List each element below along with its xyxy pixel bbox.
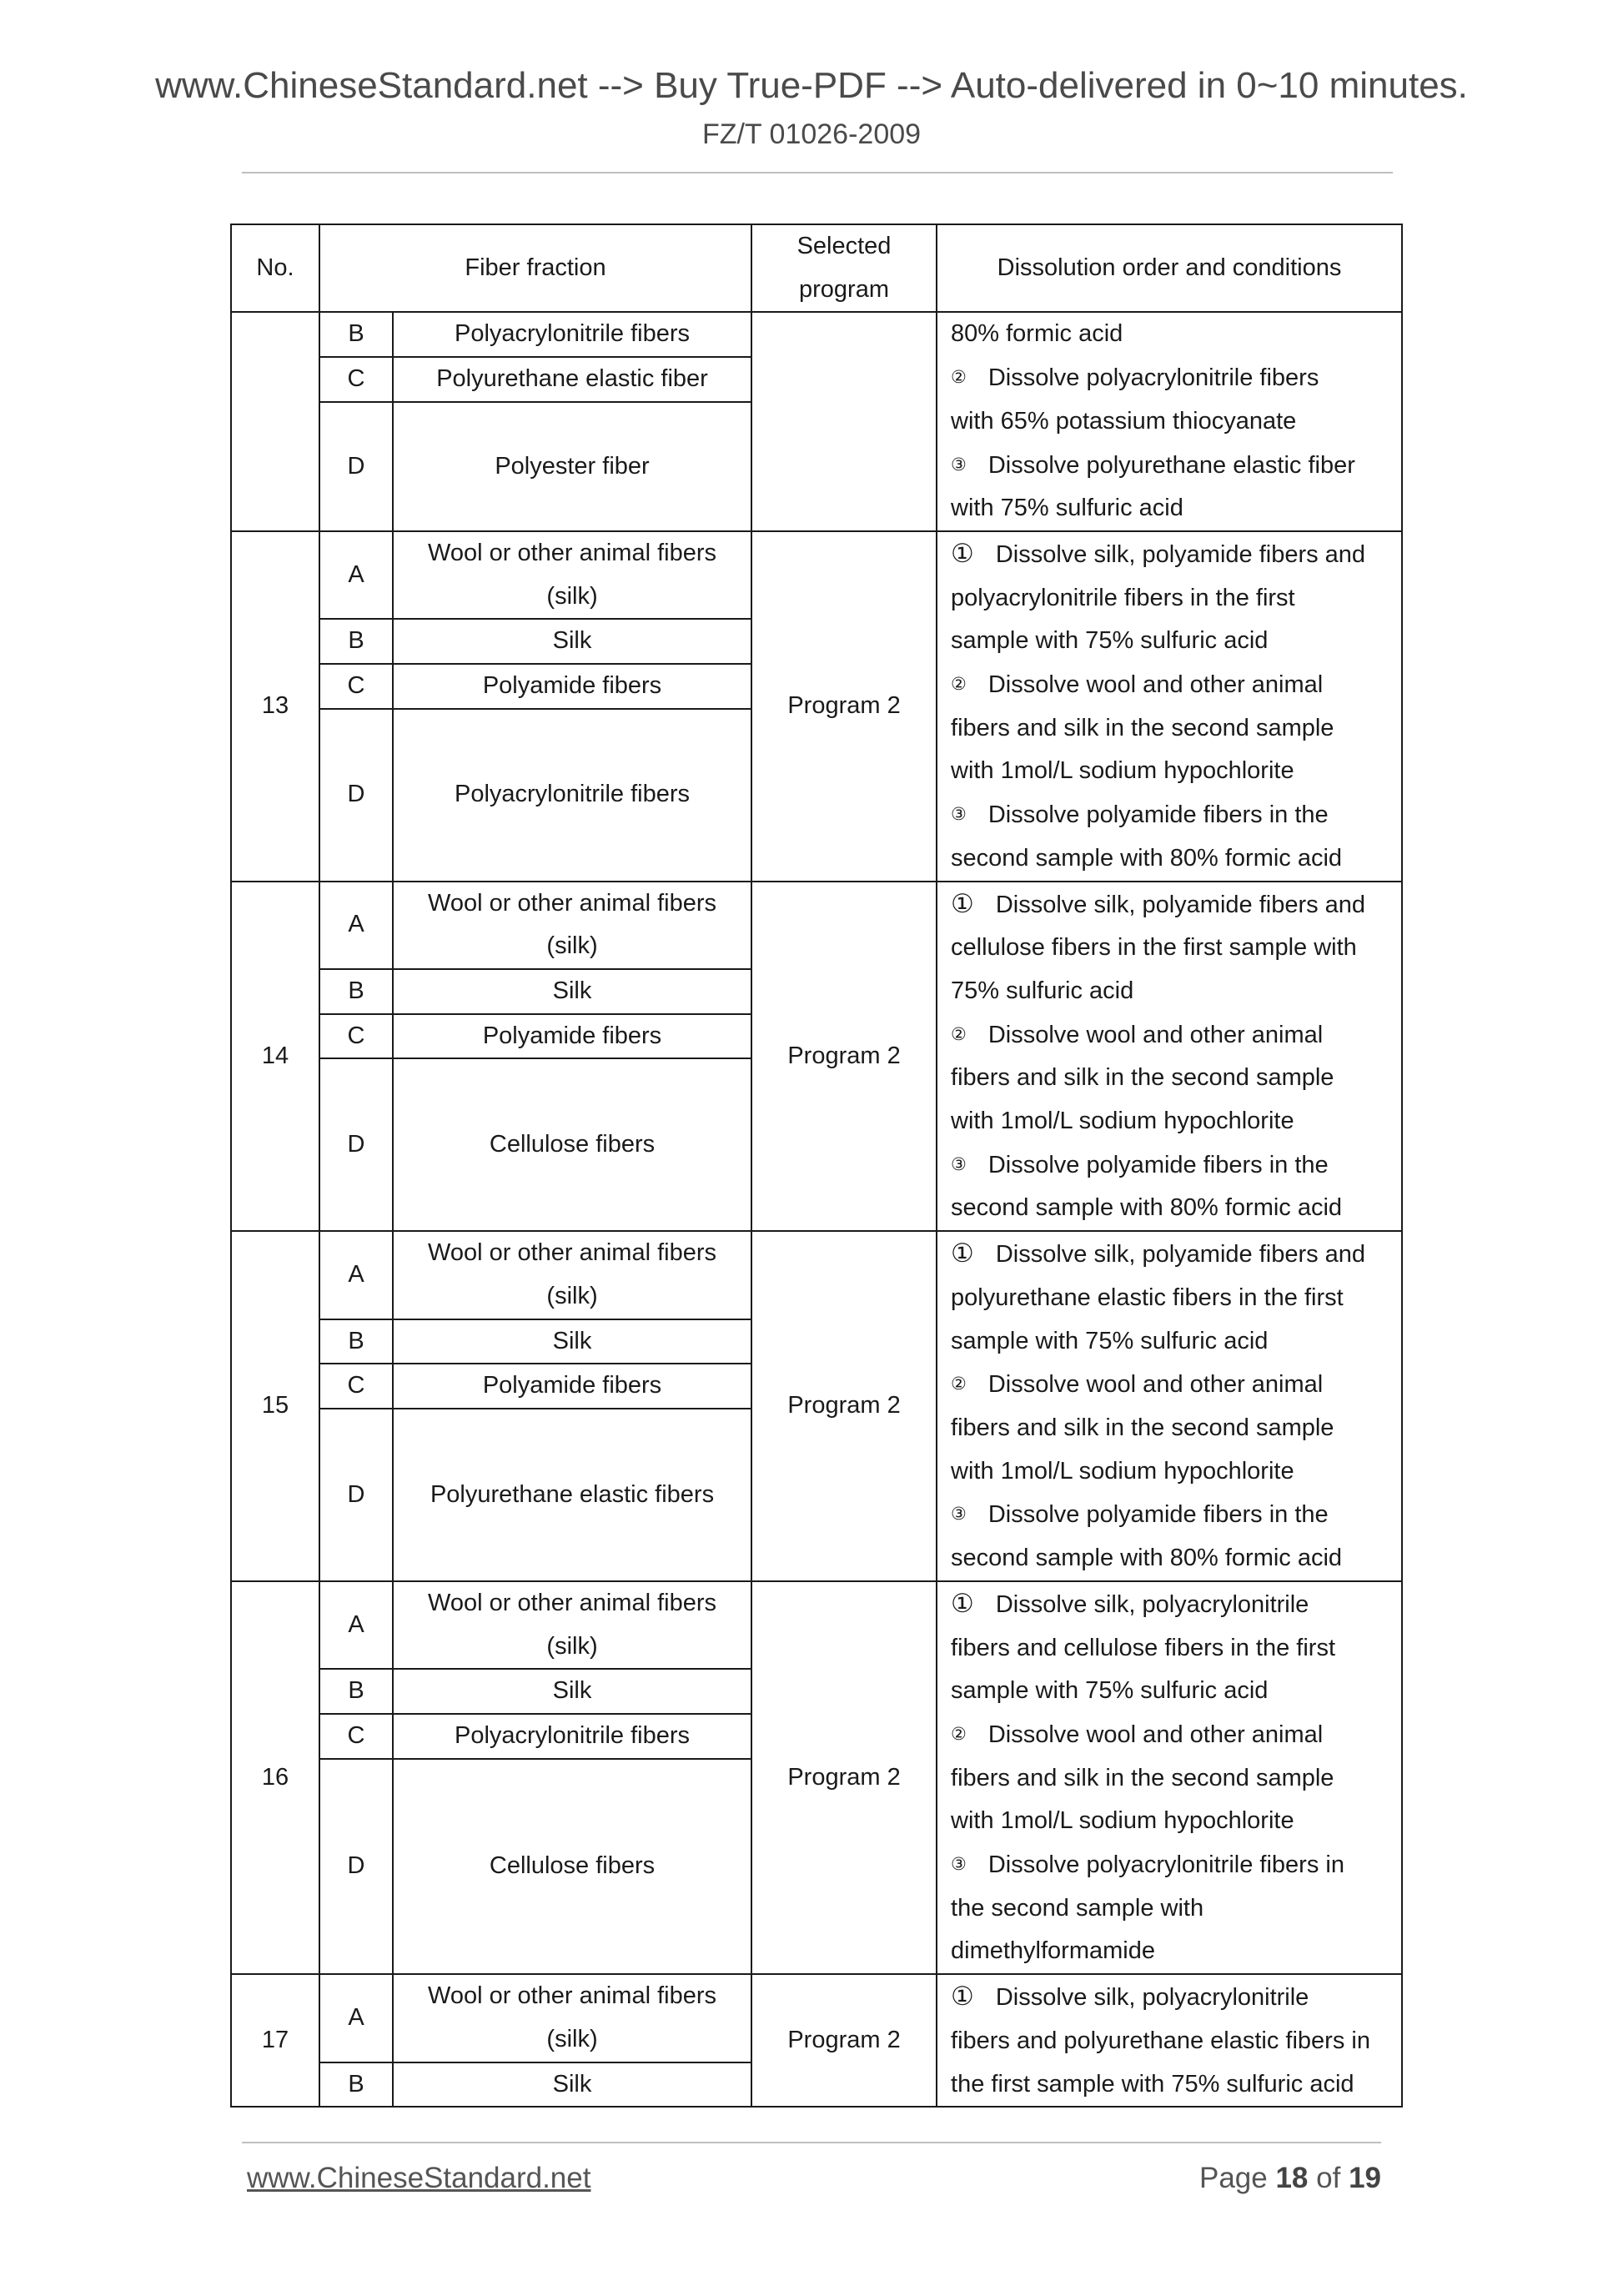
condition-text: Dissolve silk, polyacrylonitrile [995, 1590, 1309, 1618]
header-dissolution-conditions: Dissolution order and conditions [937, 224, 1402, 312]
fiber-name-line: (silk) [546, 1282, 598, 1309]
step-marker: ② [951, 1024, 967, 1044]
fiber-name-line: Silk [552, 1327, 592, 1354]
fraction-letter: B [319, 1319, 393, 1364]
condition-line [951, 1057, 1391, 1100]
condition-line [951, 1363, 1391, 1407]
fraction-letter: A [319, 531, 393, 619]
step-marker: ① [951, 1238, 974, 1269]
condition-line [951, 1887, 1391, 1931]
condition-text: with 1mol/L sodium hypochlorite [951, 1108, 1294, 1135]
condition-text: dimethylformamide [951, 1937, 1155, 1965]
condition-text: cellulose fibers in the first sample with [951, 934, 1357, 962]
dissolution-table [230, 224, 1403, 2108]
row-number [231, 312, 319, 531]
condition-line [951, 1800, 1391, 1843]
fiber-name [393, 1319, 751, 1364]
fraction-letter: D [319, 1058, 393, 1231]
step-marker: ③ [951, 805, 967, 825]
fiber-name-line: Polyurethane elastic fiber [436, 365, 708, 393]
fiber-name [393, 1364, 751, 1409]
table-row [231, 882, 1402, 969]
condition-line [951, 532, 1391, 577]
fraction-letter: C [319, 1014, 393, 1059]
condition-text: with 65% potassium thiocyanate [951, 407, 1297, 435]
condition-text: the second sample with [951, 1894, 1204, 1922]
fraction-letter: B [319, 619, 393, 664]
row-number: 14 [231, 882, 319, 1232]
selected-program: Program 2 [751, 882, 937, 1232]
condition-line [951, 1670, 1391, 1713]
condition-line [951, 1450, 1391, 1494]
condition-text: Dissolve polyacrylonitrile fibers in [987, 1851, 1344, 1879]
condition-line [951, 970, 1391, 1013]
condition-line [951, 882, 1391, 927]
fiber-name [393, 531, 751, 619]
condition-line [951, 2020, 1391, 2063]
condition-line [951, 1537, 1391, 1580]
condition-text: 80% formic acid [951, 320, 1123, 348]
step-marker: ③ [951, 1505, 967, 1525]
condition-line [951, 620, 1391, 663]
fiber-name [393, 882, 751, 969]
condition-text: Dissolve silk, polyamide fibers and [995, 1241, 1366, 1269]
page-label: Page [1198, 2162, 1268, 2194]
step-marker: ② [951, 368, 967, 388]
condition-text: Dissolve wool and other animal [987, 1721, 1324, 1748]
condition-line [951, 1187, 1391, 1230]
standard-code: FZ/T 01026-2009 [701, 118, 922, 150]
condition-text: second sample with 80% formic acid [951, 844, 1343, 872]
fiber-name [393, 969, 751, 1014]
fiber-name-line: Polyamide fibers [482, 672, 662, 700]
fraction-letter: C [319, 1714, 393, 1759]
page-total: 19 [1349, 2162, 1381, 2194]
fiber-name-line: Wool or other animal fibers [428, 1239, 717, 1267]
condition-text: Dissolve polyacrylonitrile fibers [987, 364, 1319, 392]
table-row [231, 531, 1402, 619]
condition-line [951, 577, 1391, 620]
table-row [231, 1581, 1402, 1669]
condition-line [951, 837, 1391, 881]
footer-site-link[interactable]: www.ChineseStandard.net [247, 2162, 591, 2194]
fraction-letter: B [319, 1669, 393, 1714]
condition-line [951, 1930, 1391, 1973]
condition-line [951, 1143, 1391, 1188]
condition-text: fibers and silk in the second sample [951, 714, 1334, 741]
row-number: 15 [231, 1231, 319, 1581]
selected-program: Program 2 [751, 531, 937, 882]
step-marker: ③ [951, 1855, 967, 1875]
condition-line [951, 356, 1391, 400]
fiber-name [393, 1974, 751, 2062]
condition-line [951, 1975, 1391, 2020]
selected-program: Program 2 [751, 1231, 937, 1581]
step-marker: ① [951, 1588, 974, 1618]
table-row [231, 312, 1402, 357]
condition-text: 75% sulfuric acid [951, 977, 1134, 1004]
fiber-name-line: Silk [552, 1677, 592, 1705]
condition-text: second sample with 80% formic acid [951, 1545, 1343, 1572]
fraction-letter: C [319, 357, 393, 402]
step-marker: ① [951, 1982, 974, 2012]
fraction-letter: D [319, 1409, 393, 1581]
header-selected-program [751, 224, 937, 312]
fraction-letter: B [319, 2062, 393, 2108]
header-banner: www.ChineseStandard.net --> Buy True-PDF --> Auto-delivered in 0~10 minutes. [155, 65, 1468, 106]
condition-text: Dissolve polyamide fibers in the [987, 1151, 1329, 1178]
condition-text: sample with 75% sulfuric acid [951, 1327, 1269, 1354]
condition-line [951, 750, 1391, 793]
step-marker: ① [951, 888, 974, 918]
fiber-name [393, 2062, 751, 2108]
fiber-name-line: Polyacrylonitrile fibers [454, 781, 691, 808]
condition-text: Dissolve polyamide fibers in the [987, 801, 1329, 829]
condition-text: Dissolve silk, polyamide fibers and [995, 891, 1366, 918]
fiber-name-line: Polyacrylonitrile fibers [454, 1721, 691, 1749]
fraction-letter: B [319, 312, 393, 357]
fiber-name-line: Silk [552, 977, 592, 1004]
condition-line [951, 400, 1391, 444]
condition-text: with 75% sulfuric acid [951, 495, 1183, 522]
condition-text: Dissolve wool and other animal [987, 671, 1324, 699]
fiber-name [393, 1014, 751, 1059]
condition-line [951, 1843, 1391, 1887]
fraction-letter: A [319, 1231, 393, 1319]
fiber-name-line: Silk [552, 627, 592, 655]
fiber-name-line: Cellulose fibers [489, 1852, 656, 1880]
condition-line [951, 927, 1391, 970]
step-marker: ② [951, 1724, 967, 1744]
fiber-name [393, 1581, 751, 1669]
condition-text: Dissolve silk, polyamide fibers and [995, 540, 1366, 568]
fiber-name-line: Polyester fiber [495, 452, 650, 480]
condition-line [951, 1277, 1391, 1320]
condition-text: fibers and silk in the second sample [951, 1414, 1334, 1441]
table-row [231, 1974, 1402, 2062]
fiber-name-line: Cellulose fibers [489, 1130, 656, 1158]
condition-text: second sample with 80% formic acid [951, 1194, 1343, 1222]
fraction-letter: D [319, 1759, 393, 1975]
step-marker: ③ [951, 455, 967, 475]
fraction-letter: A [319, 1974, 393, 2062]
header-no: No. [231, 224, 319, 312]
dissolution-conditions [937, 1581, 1402, 1974]
fiber-name-line: Polyamide fibers [482, 1372, 662, 1399]
row-number: 16 [231, 1581, 319, 1974]
fiber-name-line: Wool or other animal fibers [428, 889, 717, 917]
condition-line [951, 1100, 1391, 1143]
fiber-name [393, 1409, 751, 1581]
fiber-name [393, 1714, 751, 1759]
fiber-name-line: (silk) [546, 582, 598, 610]
dissolution-conditions [937, 1974, 1402, 2107]
condition-text: the first sample with 75% sulfuric acid [951, 2070, 1354, 2098]
fiber-name [393, 312, 751, 357]
condition-line [951, 313, 1391, 356]
condition-text: fibers and silk in the second sample [951, 1764, 1334, 1791]
step-marker: ③ [951, 1154, 967, 1174]
step-marker: ① [951, 538, 974, 568]
fiber-name [393, 664, 751, 709]
condition-line [951, 1013, 1391, 1058]
condition-line [951, 1757, 1391, 1801]
selected-program [751, 312, 937, 531]
fiber-name-line: Wool or other animal fibers [428, 1982, 717, 2010]
fiber-name [393, 1759, 751, 1975]
fraction-letter: C [319, 664, 393, 709]
fraction-letter: D [319, 402, 393, 531]
fiber-name-line: Silk [552, 2070, 592, 2098]
condition-line [951, 487, 1391, 530]
dissolution-conditions [937, 882, 1402, 1232]
fiber-name [393, 1669, 751, 1714]
selected-program: Program 2 [751, 1974, 937, 2107]
condition-line [951, 1493, 1391, 1537]
fiber-name [393, 709, 751, 882]
condition-text: with 1mol/L sodium hypochlorite [951, 1807, 1294, 1835]
condition-line [951, 444, 1391, 488]
condition-text: with 1mol/L sodium hypochlorite [951, 757, 1294, 785]
page-indicator [1199, 2162, 1381, 2195]
condition-line [951, 1713, 1391, 1757]
row-number: 17 [231, 1974, 319, 2107]
condition-line [951, 1320, 1391, 1364]
fraction-letter: A [319, 882, 393, 969]
fiber-name-line: Polyamide fibers [482, 1022, 662, 1049]
condition-text: fibers and cellulose fibers in the first [951, 1634, 1336, 1661]
condition-text: sample with 75% sulfuric acid [951, 627, 1269, 655]
fiber-name [393, 1058, 751, 1231]
header-divider [242, 172, 1393, 173]
condition-text: Dissolve polyamide fibers in the [987, 1501, 1329, 1529]
fiber-name-line: Wool or other animal fibers [428, 539, 717, 566]
condition-text: polyacrylonitrile fibers in the first [951, 584, 1295, 611]
fiber-name [393, 402, 751, 531]
page-of: of [1316, 2162, 1341, 2194]
step-marker: ② [951, 1374, 967, 1394]
fiber-name-line: Wool or other animal fibers [428, 1589, 717, 1616]
page-current: 18 [1275, 2162, 1309, 2194]
dissolution-conditions [937, 1231, 1402, 1581]
condition-text: Dissolve wool and other animal [987, 1021, 1324, 1048]
condition-line [951, 663, 1391, 707]
condition-line [951, 2063, 1391, 2107]
header-program-line: Selected [796, 233, 892, 259]
row-number: 13 [231, 531, 319, 882]
condition-line [951, 793, 1391, 837]
condition-text: fibers and polyurethane elastic fibers in [951, 2027, 1370, 2054]
step-marker: ② [951, 675, 967, 695]
fiber-name-line: Polyurethane elastic fibers [430, 1480, 715, 1508]
condition-line [951, 707, 1391, 751]
selected-program: Program 2 [751, 1581, 937, 1974]
header-fiber-fraction: Fiber fraction [319, 224, 751, 312]
condition-line [951, 1627, 1391, 1671]
fiber-name-line: (silk) [546, 1632, 598, 1660]
table-header-row [231, 224, 1402, 312]
fraction-letter: A [319, 1581, 393, 1669]
condition-text: Dissolve polyurethane elastic fiber [987, 451, 1355, 479]
condition-line [951, 1582, 1391, 1627]
header-program-line: program [799, 275, 890, 303]
footer-divider [242, 2142, 1381, 2143]
fiber-name-line: (silk) [546, 2025, 598, 2052]
dissolution-conditions [937, 531, 1402, 882]
fiber-name-line: (silk) [546, 932, 598, 960]
condition-text: Dissolve wool and other animal [987, 1371, 1324, 1399]
condition-line [951, 1407, 1391, 1450]
fiber-name [393, 1231, 751, 1319]
fiber-name [393, 619, 751, 664]
fraction-letter: C [319, 1364, 393, 1409]
fiber-name [393, 357, 751, 402]
condition-text: Dissolve silk, polyacrylonitrile [995, 1984, 1309, 2012]
condition-line [951, 1232, 1391, 1277]
condition-text: with 1mol/L sodium hypochlorite [951, 1457, 1294, 1485]
fiber-name-line: Polyacrylonitrile fibers [454, 320, 691, 348]
condition-text: sample with 75% sulfuric acid [951, 1677, 1269, 1705]
fraction-letter: D [319, 709, 393, 882]
condition-text: fibers and silk in the second sample [951, 1064, 1334, 1092]
fraction-letter: B [319, 969, 393, 1014]
table-row [231, 1231, 1402, 1319]
dissolution-conditions [937, 312, 1402, 531]
condition-text: polyurethane elastic fibers in the first [951, 1284, 1344, 1311]
